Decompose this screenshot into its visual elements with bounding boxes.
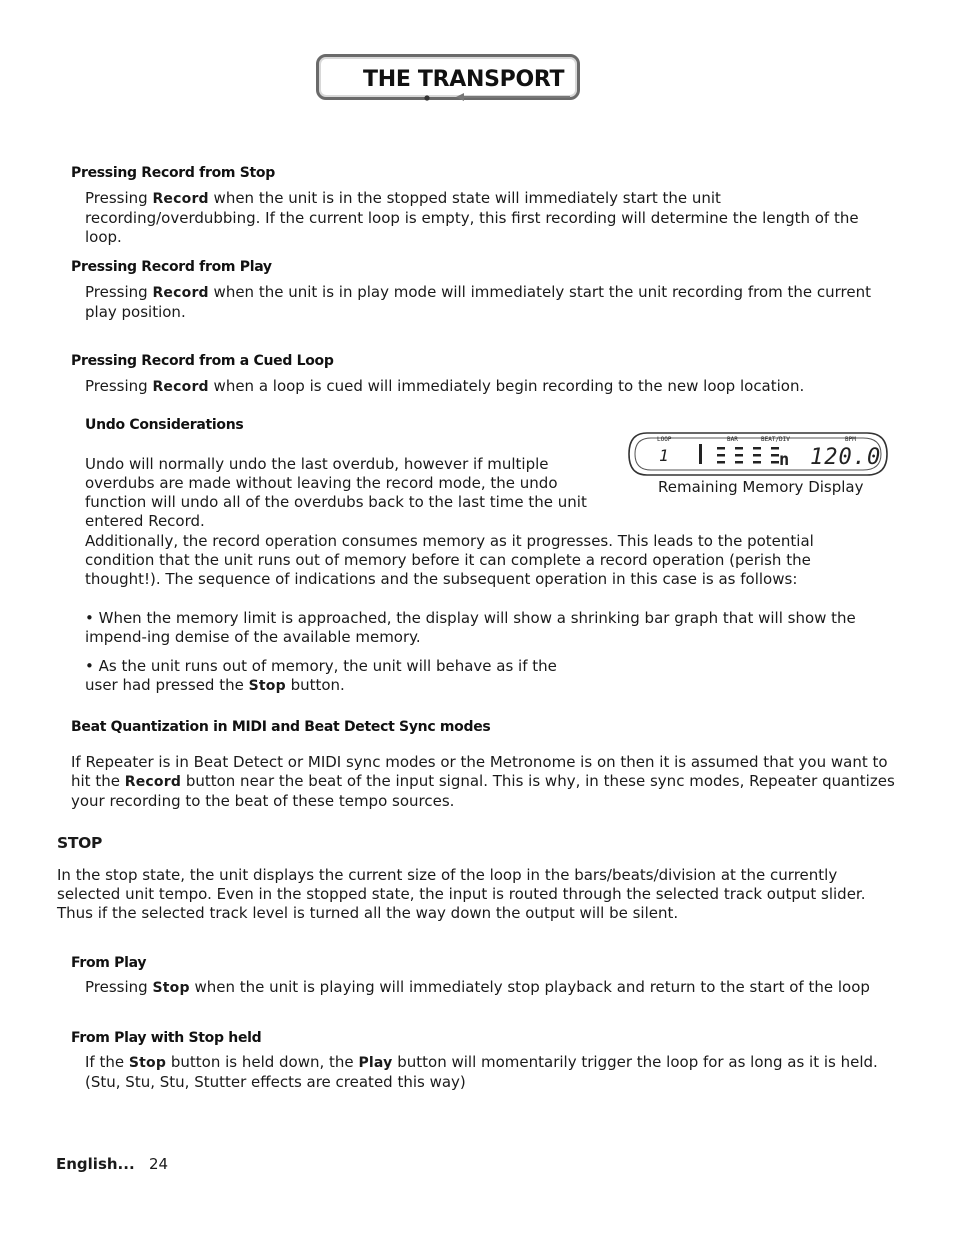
- heading-undo-considerations: Undo Considerations: [85, 417, 244, 433]
- lcd-bar-segment: [735, 454, 743, 457]
- lcd-bar-segment: [735, 461, 743, 464]
- keyword-record: Record: [152, 379, 209, 395]
- display-caption: Remaining Memory Display: [658, 478, 864, 496]
- lcd-bar-segment: [735, 447, 743, 450]
- page-footer: [56, 1155, 168, 1173]
- lcd-label-bar: BAR: [727, 436, 738, 443]
- footer-language: English...: [56, 1155, 135, 1173]
- bullet-out-of-memory: • As the unit runs out of memory, the unit will behave as if the user had pressed the Stop button.: [85, 657, 557, 694]
- lcd-bar-segment: [753, 454, 761, 457]
- lcd-mode-char: n: [779, 450, 790, 470]
- heading-from-play-stop-held: From Play with Stop held: [71, 1030, 262, 1046]
- heading-record-from-stop: Pressing Record from Stop: [71, 165, 275, 181]
- lcd-label-bpm: BPM: [845, 436, 856, 443]
- lcd-bpm-value: 120.0: [810, 445, 882, 470]
- paragraph-from-play-stop-held: If the Stop button is held down, the Play button will momentarily trigger the loop for as long as it is held. (Stu, Stu, Stu, Stutter effects are created this way): [85, 1053, 878, 1091]
- paragraph-beat-quantization: If Repeater is in Beat Detect or MIDI sync modes or the Metronome is on then it is assumed that you want to hit the Record button near the beat of the input signal. This is why, in these sync modes, Repeater quantizes your recording to the beat of these tempo sources.: [71, 753, 895, 810]
- lcd-bar-segment: [753, 461, 761, 464]
- bullet-memory-limit: • When the memory limit is approached, the display will show a shrinking bar graph that will show the impend-ing demise of the available memory.: [85, 609, 856, 646]
- paragraph-undo: Undo will normally undo the last overdub, however if multiple overdubs are made without leaving the record mode, the undo function will undo all of the overdubs back to the last time the unit entered Record.: [85, 455, 587, 530]
- lcd-label-beat: BEAT/DIV: [761, 436, 790, 443]
- keyword-record: Record: [124, 774, 182, 790]
- heading-from-play: From Play: [71, 955, 147, 971]
- paragraph-record-from-stop: Pressing Record when the unit is in the stopped state will immediately start the unit recording/overdubbing. If the current loop is empty, this first recording will determine the length of the loop.: [85, 189, 859, 246]
- lcd-bar-segment: [717, 461, 725, 464]
- lcd-bar-segment: [753, 447, 761, 450]
- paragraph-from-play: Pressing Stop when the unit is playing will immediately stop playback and return to the start of the loop: [85, 978, 870, 996]
- lcd-bar-segment: [771, 461, 779, 464]
- lcd-bar-segment: [717, 447, 725, 450]
- heading-record-from-play: Pressing Record from Play: [71, 259, 272, 275]
- banner-arrow-icon: [420, 92, 570, 104]
- heading-stop: STOP: [57, 834, 103, 852]
- page-number: 24: [148, 1155, 169, 1173]
- heading-record-from-cued-loop: Pressing Record from a Cued Loop: [71, 353, 334, 369]
- keyword-record: Record: [152, 285, 209, 301]
- keyword-stop: Stop: [128, 1055, 167, 1071]
- paragraph-memory: Additionally, the record operation consumes memory as it progresses. This leads to the potential condition that the unit runs out of memory before it can complete a record operation (perish the thought!). The sequence of indications and the subsequent operation in this case is as follows:: [85, 532, 814, 588]
- paragraph-record-from-cued-loop: Pressing Record when a loop is cued will immediately begin recording to the new loop location.: [85, 377, 805, 395]
- keyword-record: Record: [152, 191, 209, 207]
- lcd-bar-segment: [717, 454, 725, 457]
- page-title: THE TRANSPORT: [363, 67, 565, 92]
- keyword-stop: Stop: [152, 980, 190, 996]
- lcd-bar-segment: [699, 444, 702, 464]
- lcd-bar-segment: [771, 454, 779, 457]
- keyword-stop: Stop: [248, 678, 286, 694]
- lcd-label-loop: LOOP: [657, 436, 672, 443]
- keyword-play: Play: [358, 1055, 393, 1071]
- lcd-loop-digit: 1: [659, 446, 669, 465]
- lcd-bar-segment: [771, 447, 779, 450]
- paragraph-record-from-play: Pressing Record when the unit is in play mode will immediately start the unit recording from the current play position.: [85, 283, 872, 321]
- heading-beat-quantization: Beat Quantization in MIDI and Beat Detect Sync modes: [71, 719, 491, 735]
- remaining-memory-display: [627, 431, 889, 477]
- paragraph-stop: In the stop state, the unit displays the current size of the loop in the bars/beats/division at the currently selected unit tempo. Even in the stopped state, the input is routed through the selected track output slider. Thus if the selected track level is turned all the way down the output will be silent.: [57, 866, 866, 922]
